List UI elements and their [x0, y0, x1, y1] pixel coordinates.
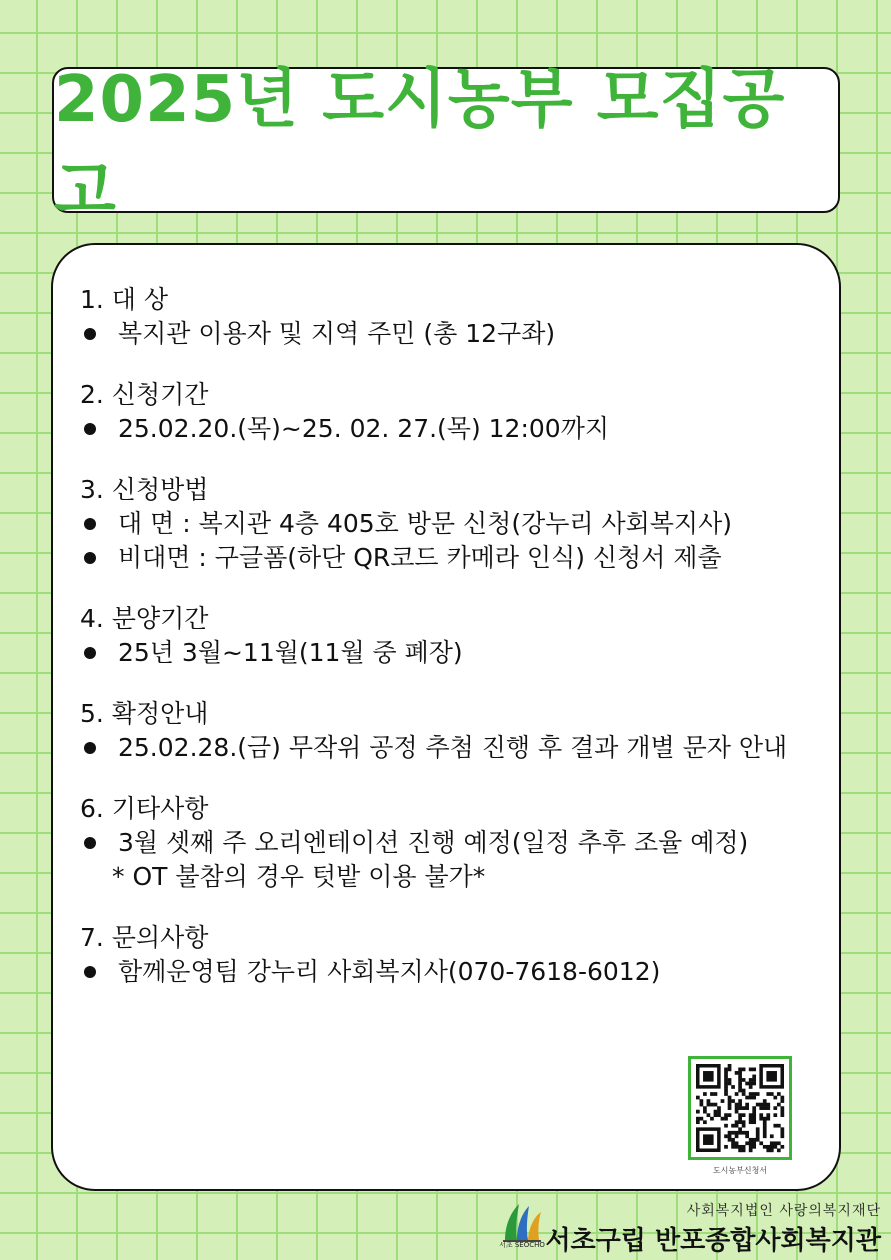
bullet-icon: [84, 742, 96, 754]
list-item: [80, 955, 840, 989]
title-banner: [52, 63, 840, 229]
bullet-icon: [84, 837, 96, 849]
list-item: [80, 731, 840, 765]
section-inquiry: [80, 921, 840, 989]
qr-caption: 도시농부신청서: [712, 1166, 768, 1175]
section-other: [80, 792, 840, 894]
list-item-text: 25.02.20.(목)~25. 02. 27.(목) 12:00까지: [118, 414, 609, 443]
page-title: 2025년 도시농부 모집공고: [54, 63, 786, 229]
footer: [495, 1196, 885, 1256]
list-item: [80, 507, 840, 541]
bullet-icon: [84, 647, 96, 659]
list-item: [80, 636, 840, 670]
list-item-text: 3월 셋째 주 오리엔테이션 진행 예정(일정 추후 조율 예정): [118, 828, 749, 857]
list-item-text: 복지관 이용자 및 지역 주민 (총 12구좌): [118, 319, 556, 348]
section-confirmation: [80, 697, 840, 765]
section-heading: 2. 신청기간: [80, 380, 209, 409]
list-item-text: 25년 3월~11월(11월 중 폐장): [118, 638, 463, 667]
bullet-icon: [84, 552, 96, 564]
bullet-icon: [84, 423, 96, 435]
bullet-icon: [84, 328, 96, 340]
section-heading: 7. 문의사항: [80, 923, 209, 952]
section-application-period: [80, 378, 840, 446]
section-heading: 3. 신청방법: [80, 475, 209, 504]
list-item-text: 함께운영팀 강누리 사회복지사(070-7618-6012): [118, 957, 661, 986]
logo-text: 서초 SEOCHO: [499, 1241, 545, 1249]
list-item: [80, 317, 840, 351]
section-heading: 6. 기타사항: [80, 794, 209, 823]
list-item-text: 비대면 : 구글폼(하단 QR코드 카메라 인식) 신청서 제출: [118, 543, 722, 572]
section-allotment-period: [80, 602, 840, 670]
qr-code[interactable]: [688, 1056, 792, 1160]
section-heading: 5. 확정안내: [80, 699, 209, 728]
list-item-text: 25.02.28.(금) 무작위 공정 추첨 진행 후 결과 개별 문자 안내: [118, 733, 788, 762]
section-note: * OT 불참의 경우 텃밭 이용 불가*: [112, 862, 486, 891]
section-heading: 4. 분양기간: [80, 604, 209, 633]
notice-sections: [80, 283, 840, 1016]
list-item: [80, 541, 840, 575]
section-target: [80, 283, 840, 351]
bullet-icon: [84, 518, 96, 530]
list-item-text: 대 면 : 복지관 4층 405호 방문 신청(강누리 사회복지사): [118, 509, 732, 538]
notice-content: [51, 243, 841, 1191]
list-item: [80, 412, 840, 446]
bullet-icon: [84, 966, 96, 978]
organization-name: 서초구립 반포종합사회복지관: [545, 1226, 881, 1256]
section-heading: 1. 대 상: [80, 285, 169, 314]
list-item: [80, 826, 840, 860]
qr-code-icon: [691, 1059, 789, 1157]
section-application-method: [80, 473, 840, 575]
foundation-name: 사회복지법인 사랑의복지재단: [686, 1203, 881, 1219]
